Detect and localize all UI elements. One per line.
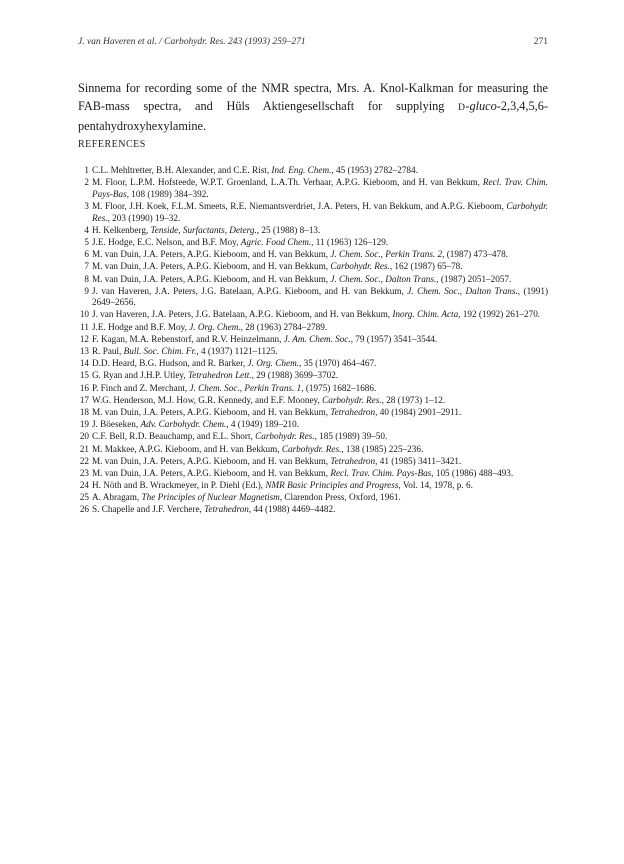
reference-details: , 44 (1988) 4469–4482. — [248, 504, 336, 515]
reference-item — [78, 274, 548, 286]
reference-details: , 203 (1990) 19–32. — [107, 212, 181, 223]
reference-details: , 11 (1963) 126–129. — [311, 236, 389, 247]
reference-authors: R. Paul, — [92, 346, 124, 357]
reference-source: Tetrahedron — [204, 504, 249, 515]
reference-details: , 105 (1986) 488–493. — [431, 467, 514, 478]
reference-text — [92, 286, 548, 308]
reference-number: 20 — [79, 431, 89, 442]
reference-number: 6 — [84, 249, 89, 260]
reference-source: Carbohydr. Res. — [322, 394, 382, 405]
reference-text — [92, 480, 473, 490]
reference-text — [92, 261, 463, 271]
reference-item — [78, 261, 548, 273]
reference-item — [78, 456, 548, 468]
reference-source: J. Chem. Soc., Perkin Trans. 1 — [189, 382, 302, 393]
reference-details: , 28 (1963) 2784–2789. — [240, 321, 328, 332]
reference-text — [92, 504, 335, 514]
reference-authors: M. Makkee, A.P.G. Kieboom, and H. van Bekkum, — [92, 443, 282, 454]
reference-authors: M. van Duin, J.A. Peters, A.P.G. Kieboom, and H. van Bekkum, — [92, 261, 331, 272]
reference-authors: F. Kagan, M.A. Rebenstorf, and R.V. Heinzelmann, — [92, 333, 284, 344]
reference-item — [78, 480, 548, 492]
reference-authors: M. van Duin, J.A. Peters, A.P.G. Kieboom, and H. van Bekkum, — [92, 406, 331, 417]
reference-number: 23 — [79, 467, 89, 478]
reference-source: NMR Basic Principles and Progress — [265, 480, 399, 491]
reference-text — [92, 249, 508, 259]
reference-number: 25 — [79, 492, 89, 503]
ack-hyphen: - — [465, 99, 470, 114]
reference-item — [78, 177, 548, 200]
reference-authors: M. Floor, L.P.M. Hofsteede, W.P.T. Groenland, L.A.Th. Verhaar, A.P.G. Kieboom, and H. van Bekkum, — [92, 177, 483, 188]
reference-source: J. Org. Chem. — [189, 321, 241, 332]
reference-details: , Vol. 14, 1978, p. 6. — [398, 480, 473, 491]
reference-authors: M. van Duin, J.A. Peters, A.P.G. Kieboom, and H. van Bekkum, — [92, 467, 331, 478]
reference-item — [78, 504, 548, 516]
reference-text — [92, 492, 401, 502]
acknowledgement-paragraph — [78, 79, 548, 135]
reference-source: The Principles of Nuclear Magnetism — [141, 492, 280, 503]
reference-item — [78, 322, 548, 334]
reference-source: Ind. Eng. Chem. — [271, 165, 332, 175]
reference-details: , 108 (1989) 384–392. — [126, 188, 209, 199]
reference-source: Tetrahedron Lett. — [188, 370, 252, 381]
reference-text — [92, 468, 513, 478]
reference-details: , 25 (1988) 8–13. — [256, 224, 321, 235]
reference-number: 8 — [84, 273, 89, 284]
reference-text — [92, 165, 418, 175]
reference-source: J. Chem. Soc., Dalton Trans. — [330, 273, 437, 284]
references-heading: REFERENCES — [78, 139, 146, 150]
ack-gluco: gluco — [469, 99, 497, 114]
reference-text — [92, 334, 437, 344]
reference-authors: J.E. Hodge and B.F. Moy, — [92, 321, 190, 332]
reference-details: , (1991) 2649–2656. — [92, 285, 549, 308]
reference-number: 22 — [79, 455, 89, 466]
reference-details: , 79 (1957) 3541–3544. — [350, 333, 438, 344]
reference-text — [92, 395, 445, 405]
reference-number: 24 — [79, 480, 89, 491]
reference-number: 18 — [79, 406, 89, 417]
reference-number: 13 — [79, 346, 89, 357]
reference-authors: J. Böeseken, — [92, 419, 141, 430]
reference-text — [92, 225, 320, 235]
reference-item — [78, 419, 548, 431]
reference-authors: H. Kelkenberg, — [92, 224, 151, 235]
reference-number: 19 — [79, 419, 89, 430]
reference-item — [78, 395, 548, 407]
reference-item — [78, 492, 548, 504]
reference-text — [92, 346, 278, 356]
ack-text-3: -2,3,4,5,6-pentahydroxyhexylamine. — [78, 99, 548, 134]
reference-details: , 185 (1989) 39–50. — [314, 431, 388, 442]
reference-details: , 35 (1970) 464–467. — [299, 358, 377, 369]
reference-authors: M. van Duin, J.A. Peters, A.P.G. Kieboom, and H. van Bekkum, — [92, 273, 331, 284]
reference-number: 3 — [84, 200, 89, 211]
reference-authors: J. van Haveren, J.A. Peters, J.G. Batelaan, A.P.G. Kieboom, and H. van Bekkum, — [92, 285, 408, 296]
reference-source: J. Org. Chem. — [247, 358, 300, 369]
reference-details: , 138 (1985) 225–236. — [341, 443, 424, 454]
reference-number: 26 — [79, 504, 89, 515]
reference-item — [78, 407, 548, 419]
reference-item — [78, 358, 548, 370]
reference-source: J. Chem. Soc., Perkin Trans. 2 — [330, 249, 443, 260]
reference-number: 10 — [79, 309, 89, 320]
reference-number: 4 — [84, 224, 89, 235]
running-head: J. van Haveren et al. / Carbohydr. Res. 243 (1993) 259–271 — [78, 37, 306, 47]
reference-number: 12 — [79, 333, 89, 344]
reference-details: , (1987) 473–478. — [442, 249, 508, 260]
reference-authors: D.D. Heard, B.G. Hudson, and R. Barker, — [92, 358, 248, 369]
reference-details: , Clarendon Press, Oxford, 1961. — [279, 492, 401, 503]
reference-authors: H. Nöth and B. Wrackmeyer, in P. Diehl (Ed.), — [92, 480, 266, 491]
reference-number: 17 — [79, 394, 89, 405]
reference-source: Inorg. Chim. Acta — [392, 309, 459, 320]
reference-item — [78, 334, 548, 346]
reference-source: Tetrahedron — [330, 406, 376, 417]
reference-number: 9 — [84, 285, 89, 296]
reference-source: Recl. Trav. Chim. Pays-Bas — [92, 177, 548, 199]
reference-source: Recl. Trav. Chim. Pays-Bas — [330, 467, 432, 478]
reference-text — [92, 383, 376, 393]
reference-details: , (1987) 2051–2057. — [436, 273, 512, 284]
page-number: 271 — [533, 37, 548, 47]
reference-source: Tenside, Surfactants, Deterg. — [150, 224, 257, 235]
reference-authors: G. Ryan and J.H.P. Utley, — [92, 370, 189, 381]
reference-authors: M. van Duin, J.A. Peters, A.P.G. Kieboom, and H. van Bekkum, — [92, 249, 331, 260]
reference-source: J. Chem. Soc., Dalton Trans. — [407, 285, 518, 296]
reference-details: , 4 (1937) 1121–1125. — [196, 346, 278, 357]
reference-source: Carbohydr. Res. — [255, 431, 315, 442]
ack-d-prefix: D — [458, 103, 466, 114]
reference-text — [92, 431, 387, 441]
reference-source: Bull. Soc. Chim. Fr. — [123, 346, 197, 357]
reference-authors: C.F. Bell, R.D. Beauchamp, and E.L. Short, — [92, 431, 256, 442]
reference-number: 2 — [84, 177, 89, 188]
reference-authors: J. van Haveren, J.A. Peters, J.G. Batelaan, A.P.G. Kieboom, and H. van Bekkum, — [92, 309, 393, 320]
reference-item — [78, 431, 548, 443]
reference-item — [78, 444, 548, 456]
reference-number: 5 — [84, 236, 89, 247]
reference-number: 7 — [84, 261, 89, 272]
reference-item — [78, 237, 548, 249]
reference-text — [92, 358, 376, 368]
reference-source: Tetrahedron — [330, 455, 376, 466]
reference-number: 11 — [80, 321, 89, 332]
reference-authors: W.G. Henderson, M.J. How, G.R. Kennedy, and E.F. Mooney, — [92, 394, 323, 405]
reference-details: , (1975) 1682–1686. — [301, 382, 377, 393]
reference-authors: C.L. Mehltretter, B.H. Alexander, and C.E. Rist, — [92, 165, 272, 175]
reference-number: 15 — [79, 370, 89, 381]
reference-text — [92, 237, 388, 247]
reference-source: J. Am. Chem. Soc. — [283, 333, 351, 344]
reference-details: , 28 (1973) 1–12. — [381, 394, 446, 405]
reference-authors: M. Floor, J.H. Koek, F.L.M. Smeets, R.E. Niemantsverdriet, J.A. Peters, H. van Bekkum, and A.P.G. Kieboom, — [92, 200, 507, 211]
reference-text — [92, 419, 299, 429]
reference-item — [78, 468, 548, 480]
reference-details: , 41 (1985) 3411–3421. — [375, 455, 462, 466]
reference-details: , 45 (1953) 2782–2784. — [331, 165, 418, 175]
reference-details: , 29 (1988) 3699–3702. — [251, 370, 339, 381]
reference-details: , 40 (1984) 2901–2911. — [375, 406, 462, 417]
reference-source: Agric. Food Chem. — [240, 236, 312, 247]
reference-item — [78, 309, 548, 321]
reference-source: Carbohydr. Res. — [330, 261, 390, 272]
reference-authors: A. Abragam, — [92, 492, 142, 503]
reference-item — [78, 346, 548, 358]
reference-text — [92, 456, 461, 466]
references-list — [78, 165, 548, 517]
reference-text — [92, 444, 423, 454]
reference-source: Carbohydr. Res. — [281, 443, 342, 454]
reference-number: 16 — [79, 382, 89, 393]
reference-number: 1 — [84, 165, 89, 175]
reference-authors: M. van Duin, J.A. Peters, A.P.G. Kieboom, and H. van Bekkum, — [92, 455, 331, 466]
reference-authors: S. Chapelle and J.F. Verchere, — [92, 504, 205, 515]
reference-text — [92, 407, 461, 417]
reference-item — [78, 370, 548, 382]
reference-details: , 162 (1987) 65–78. — [389, 261, 463, 272]
reference-item — [78, 201, 548, 224]
reference-authors: P. Finch and Z. Merchant, — [92, 382, 190, 393]
reference-text — [92, 370, 338, 380]
reference-details: , 192 (1992) 261–270. — [458, 309, 541, 320]
reference-text — [92, 177, 548, 199]
reference-number: 21 — [79, 443, 89, 454]
reference-source: Carbohydr. Res. — [92, 200, 548, 223]
reference-item — [78, 383, 548, 395]
reference-item — [78, 249, 548, 261]
reference-item — [78, 286, 548, 309]
reference-authors: J.E. Hodge, E.C. Nelson, and B.F. Moy, — [92, 236, 241, 247]
reference-item — [78, 165, 548, 177]
reference-text — [92, 274, 511, 284]
reference-number: 14 — [79, 358, 89, 369]
reference-details: , 4 (1949) 189–210. — [226, 419, 300, 430]
reference-text — [92, 309, 540, 319]
reference-source: Adv. Carbohydr. Chem. — [140, 419, 227, 430]
reference-text — [92, 322, 327, 332]
reference-text — [92, 201, 548, 223]
ack-text-1: Sinnema for recording some of the NMR spectra, Mrs. A. Knol-Kalkman for measuring the FAB-mass spectra, and Hüls Aktiengesellschaft for supplying — [78, 81, 548, 114]
reference-item — [78, 225, 548, 237]
